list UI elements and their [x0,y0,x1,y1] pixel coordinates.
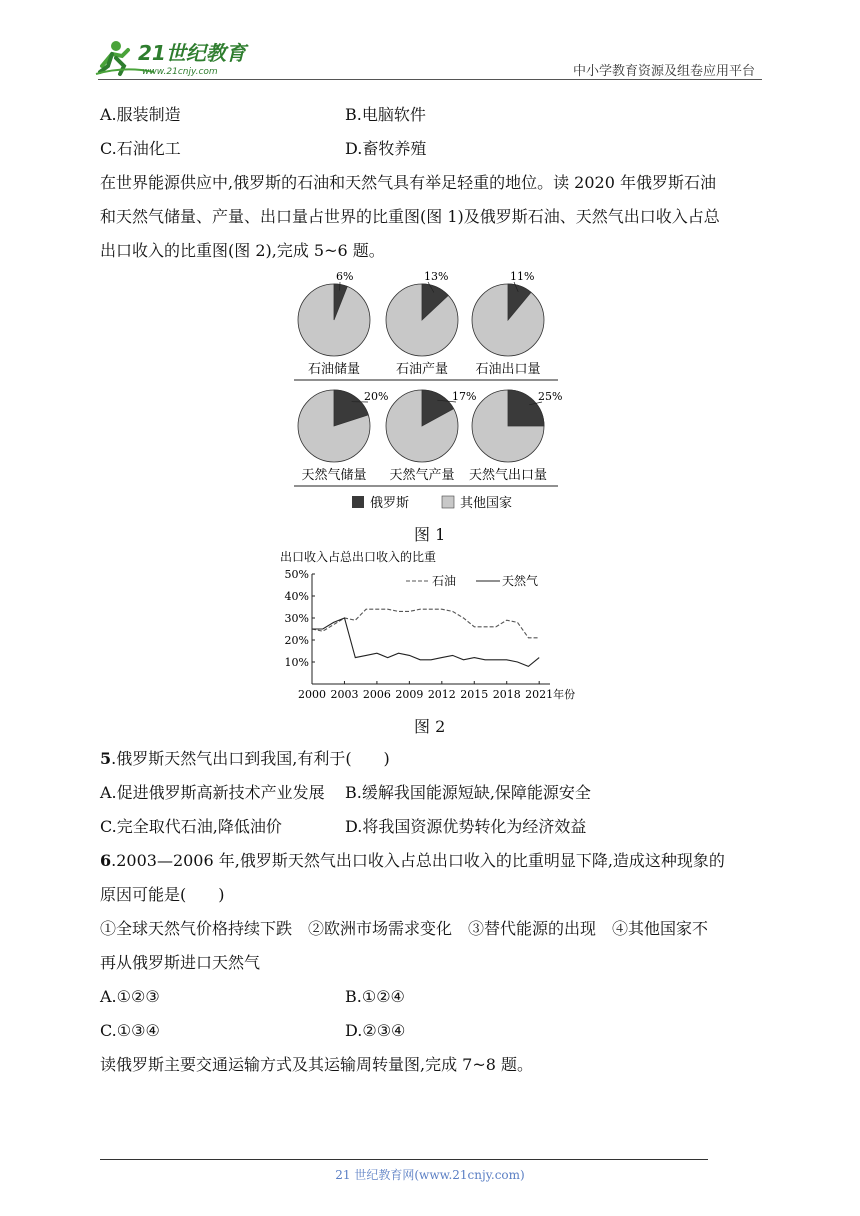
x-tick-label: 2000 [298,688,326,701]
y-tick-label: 20% [284,634,309,647]
q6-option-a: A.①②③ [100,987,160,1006]
footer-divider [100,1159,708,1160]
series-line-gas [312,618,539,666]
legend-russia-label: 俄罗斯 [370,496,410,511]
legend-gas-label: 天然气 [502,574,539,588]
svg-text:www.21cnjy.com: www.21cnjy.com [142,67,218,77]
figure-2-line-chart [278,548,588,708]
legend-others-label: 其他国家 [460,496,513,511]
legend-oil-label: 石油 [432,574,457,588]
pie-percent-label: 25% [538,390,563,403]
y-tick-label: 30% [284,612,309,625]
header-divider [98,79,762,80]
legend-russia-swatch [352,496,364,508]
intro-line-1: 在世界能源供应中,俄罗斯的石油和天然气具有举足轻重的地位。读 2020 年俄罗斯石油 [100,173,716,192]
x-tick-label: 2009 [395,688,424,701]
q5-option-b: B.缓解我国能源短缺,保障能源安全 [345,783,591,802]
y-tick-label: 50% [284,568,309,581]
pie-percent-label: 13% [424,270,449,283]
q6-option-b: B.①②④ [345,987,405,1006]
figure-2-caption: 图 2 [414,717,446,736]
x-tick-label: 2018 [492,688,521,701]
q4-option-d: D.畜牧养殖 [345,139,427,158]
legend-others-swatch [442,496,454,508]
pie-title: 天然气产量 [389,468,455,483]
site-logo[interactable] [94,36,264,80]
q6-choices-2: 再从俄罗斯进口天然气 [100,953,261,972]
x-tick-label: 2021 [525,688,554,701]
svg-text:21世纪教育: 21世纪教育 [138,41,246,65]
pie-percent-label: 6% [336,270,354,283]
q5-option-c: C.完全取代石油,降低油价 [100,817,282,836]
y-tick-label: 10% [284,656,309,669]
pie-title: 石油储量 [307,362,361,377]
q6-choices-1: ①全球天然气价格持续下跌 ②欧洲市场需求变化 ③替代能源的出现 ④其他国家不 [100,919,709,938]
figure-1-pie-charts [290,268,566,516]
x-tick-label: 2012 [427,688,456,701]
x-tick-label: 2006 [362,688,391,701]
pie-title: 石油出口量 [475,362,541,377]
q5-option-d: D.将我国资源优势转化为经济效益 [345,817,587,836]
q6-stem-1: 6.2003—2006 年,俄罗斯天然气出口收入占总出口收入的比重明显下降,造成这种现象的 [100,851,725,870]
q4-option-b: B.电脑软件 [345,105,426,124]
x-tick-label: 2015 [460,688,489,701]
x-tick-label: 2003 [330,688,359,701]
q4-option-a: A.服装制造 [100,105,181,124]
next-section-intro: 读俄罗斯主要交通运输方式及其运输周转量图,完成 7~8 题。 [100,1055,534,1074]
q6-option-d: D.②③④ [345,1021,406,1040]
q5-stem: 5.俄罗斯天然气出口到我国,有利于( ) [100,749,390,768]
pie-percent-label: 11% [510,270,535,283]
pie-percent-label: 17% [452,390,477,403]
figure-1-caption: 图 1 [414,525,446,544]
runner-logo-icon [94,36,264,80]
chart-title: 出口收入占总出口收入的比重 [280,550,437,564]
intro-line-3: 出口收入的比重图(图 2),完成 5~6 题。 [100,241,385,260]
q4-option-c: C.石油化工 [100,139,181,158]
pie-title: 石油产量 [395,362,449,377]
x-axis-label: 年份 [553,688,576,701]
pie-title: 天然气储量 [301,468,367,483]
footer-text[interactable]: 21 世纪教育网(www.21cnjy.com) [335,1168,525,1182]
intro-line-2: 和天然气储量、产量、出口量占世界的比重图(图 1)及俄罗斯石油、天然气出口收入占总 [100,207,720,226]
pie-title: 天然气出口量 [468,468,548,483]
q5-option-a: A.促进俄罗斯高新技术产业发展 [100,783,325,802]
platform-name: 中小学教育资源及组卷应用平台 [572,64,755,79]
q6-option-c: C.①③④ [100,1021,160,1040]
pie-percent-label: 20% [364,390,389,403]
q6-stem-2: 原因可能是( ) [100,885,225,904]
y-tick-label: 40% [284,590,309,603]
